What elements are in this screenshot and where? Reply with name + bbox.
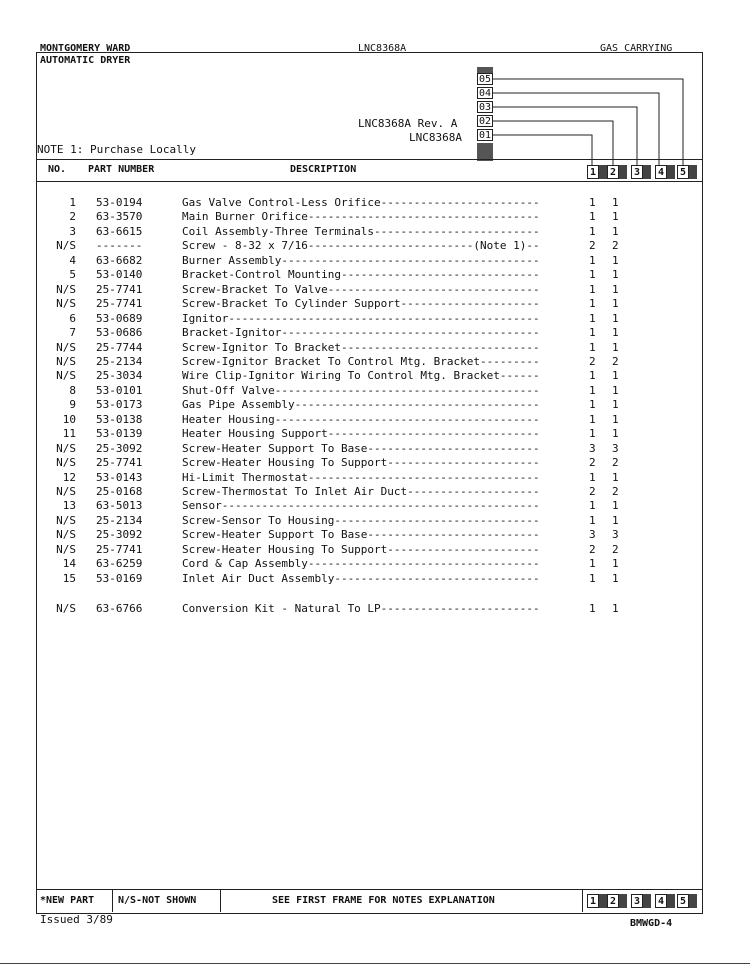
column-header-part-number: PART NUMBER [88,164,155,175]
quantity-col-1: 1 [589,383,596,397]
revision-base-label: LNC8368A [409,131,462,144]
part-number: 63-3570 [96,210,143,224]
part-number: 53-0139 [96,427,143,441]
part-number: 63-6682 [96,253,143,267]
quantity-col-1: 2 [589,542,596,556]
footer-column-number-5: 5 [677,894,689,908]
part-description: Inlet Air Duct Assembly------------------------------- [182,571,540,585]
issued-date: Issued 3/89 [40,913,113,926]
column-shade [643,894,651,908]
footer-column-number-1: 1 [587,894,599,908]
footer-new-part: *NEW PART [40,895,95,906]
quantity-col-2: 1 [612,210,619,224]
quantity-col-1: 1 [589,311,596,325]
part-description: Screw-Thermostat To Inlet Air Duct-------------------- [182,485,540,498]
part-description: Gas Valve Control-Less Orifice------------------------ [182,196,540,209]
quantity-col-2: 1 [612,383,619,397]
part-number: 25-7741 [96,456,143,470]
quantity-col-1: 3 [589,441,596,455]
revision-slot-01: 01 [479,130,492,141]
quantity-col-1: 1 [589,340,596,354]
item-number: N/S [56,282,76,296]
part-description: Screw-Heater Support To Base-------------------------- [182,528,540,542]
quantity-col-2: 1 [612,282,619,296]
item-number: 6 [69,311,76,325]
item-number: N/S [56,369,76,383]
column-header-description: DESCRIPTION [290,164,357,175]
quantity-col-2: 1 [612,369,619,383]
column-shade [689,894,697,908]
footer-divider [582,889,583,912]
item-number: N/S [56,513,76,527]
part-description: Screw-Ignitor To Bracket------------------------------ [182,340,540,354]
item-number: 7 [69,326,76,340]
column-number-3: 3 [631,165,643,179]
part-description: Heater Housing---------------------------------------- [182,412,540,426]
item-number: N/S [56,354,76,368]
quantity-col-1: 2 [589,456,596,470]
quantity-col-2: 1 [612,196,619,209]
column-number-4: 4 [655,165,667,179]
part-number: 63-6766 [96,602,143,615]
quantity-col-1: 1 [589,557,596,571]
part-description: Heater Housing Support-------------------------------- [182,427,540,441]
column-header-top-rule [36,159,702,160]
column-header-no: NO. [48,164,67,175]
part-description: Sensor------------------------------------------------ [182,499,540,513]
part-number: 25-3092 [96,441,143,455]
part-description: Screw-Sensor To Housing------------------------------- [182,513,540,527]
quantity-col-2: 1 [612,253,619,267]
item-number: 15 [62,571,76,585]
part-description: Cord & Cap Assembly----------------------------------- [182,557,540,571]
item-number: 2 [69,210,76,224]
quantity-col-1: 2 [589,485,596,498]
part-number: 25-2134 [96,354,143,368]
table-row [40,602,619,616]
column-number-2: 2 [607,165,619,179]
part-description: Screw-Bracket To Cylinder Support--------------------- [182,297,540,311]
quantity-col-1: 1 [589,513,596,527]
quantity-col-1: 1 [589,427,596,441]
footer-notes-explanation: SEE FIRST FRAME FOR NOTES EXPLANATION [272,895,495,906]
revision-slot-03: 03 [479,102,492,113]
part-description: Wire Clip-Ignitor Wiring To Control Mtg. Bracket------ [182,369,540,383]
footer-divider [220,889,221,912]
part-number: 25-7741 [96,282,143,296]
revision-slot-02: 02 [479,116,492,127]
quantity-col-2: 1 [612,412,619,426]
quantity-col-1: 1 [589,196,596,209]
revision-slot-05: 05 [479,74,492,85]
part-number: 25-0168 [96,485,143,498]
section-title: GAS CARRYING [600,43,673,54]
quantity-col-1: 2 [589,239,596,253]
column-number-1: 1 [587,165,599,179]
quantity-col-1: 2 [589,354,596,368]
part-description: Screw - 8-32 x 7/16-------------------------(Note 1)-- [182,239,540,253]
part-number: 25-2134 [96,513,143,527]
item-number: N/S [56,441,76,455]
quantity-col-2: 1 [612,427,619,441]
part-number: 25-3092 [96,528,143,542]
item-number: N/S [56,485,76,498]
part-description: Ignitor----------------------------------------------- [182,311,540,325]
item-number: 5 [69,268,76,282]
part-number: 53-0169 [96,571,143,585]
page-bottom-rule [0,963,750,964]
quantity-col-2: 1 [612,297,619,311]
part-number: 63-5013 [96,499,143,513]
quantity-col-1: 1 [589,268,596,282]
part-description: Screw-Heater Support To Base-------------------------- [182,441,540,455]
item-number: 10 [62,412,76,426]
footer-top-rule [36,889,702,890]
footer-column-number-4: 4 [655,894,667,908]
item-number: 4 [69,253,76,267]
revision-a-label: LNC8368A Rev. A [358,117,458,130]
quantity-col-2: 3 [612,441,619,455]
item-number: 8 [69,383,76,397]
column-shade [667,165,675,179]
item-number: 13 [62,499,76,513]
quantity-col-2: 2 [612,239,619,253]
quantity-col-1: 3 [589,528,596,542]
part-description: Bracket-Control Mounting------------------------------ [182,268,540,282]
quantity-col-1: 1 [589,412,596,426]
item-number: 1 [69,196,76,209]
column-number-5: 5 [677,165,689,179]
part-number: 53-0194 [96,196,143,209]
item-number: N/S [56,456,76,470]
part-number: 53-0173 [96,398,143,412]
footer-column-number-3: 3 [631,894,643,908]
manufacturer-name: MONTGOMERY WARD [40,43,131,54]
part-description: Screw-Heater Housing To Support----------------------- [182,542,540,556]
column-shade [619,165,627,179]
part-description: Hi-Limit Thermostat----------------------------------- [182,470,540,484]
footer-column-number-2: 2 [607,894,619,908]
quantity-col-2: 1 [612,470,619,484]
quantity-col-1: 1 [589,369,596,383]
footer-not-shown: N/S-NOT SHOWN [118,895,197,906]
quantity-col-1: 1 [589,224,596,238]
quantity-col-2: 1 [612,398,619,412]
part-number: 25-3034 [96,369,143,383]
part-number: 53-0689 [96,311,143,325]
item-number: N/S [56,297,76,311]
part-number: 53-0686 [96,326,143,340]
part-description: Main Burner Orifice----------------------------------- [182,210,540,224]
item-number: N/S [56,542,76,556]
part-number: 53-0143 [96,470,143,484]
revision-slot-04: 04 [479,88,492,99]
quantity-col-1: 1 [589,499,596,513]
column-shade [689,165,697,179]
model-number: LNC8368A [358,43,407,54]
part-number: 53-0138 [96,412,143,426]
item-number: N/S [56,602,76,615]
part-description: Screw-Ignitor Bracket To Control Mtg. Bracket--------- [182,354,540,368]
part-number: 63-6259 [96,557,143,571]
quantity-col-2: 1 [612,340,619,354]
item-number: 14 [62,557,76,571]
item-number: 12 [62,470,76,484]
quantity-col-2: 1 [612,311,619,325]
quantity-col-2: 2 [612,485,619,498]
quantity-col-2: 2 [612,456,619,470]
footer-divider [112,889,113,912]
item-number: N/S [56,340,76,354]
quantity-col-1: 1 [589,282,596,296]
quantity-col-1: 1 [589,571,596,585]
product-title: AUTOMATIC DRYER [40,55,131,66]
quantity-col-2: 2 [612,542,619,556]
column-shade [667,894,675,908]
column-shade [643,165,651,179]
part-description: Coil Assembly-Three Terminals------------------------- [182,224,540,238]
quantity-col-1: 1 [589,210,596,224]
quantity-col-2: 2 [612,354,619,368]
quantity-col-2: 1 [612,224,619,238]
quantity-col-2: 1 [612,499,619,513]
part-number: ------- [96,239,143,253]
column-shade [619,894,627,908]
item-number: N/S [56,239,76,253]
part-number: 63-6615 [96,224,143,238]
item-number: N/S [56,528,76,542]
quantity-col-1: 1 [589,297,596,311]
quantity-col-1: 1 [589,470,596,484]
quantity-col-2: 1 [612,602,619,615]
item-number: 11 [62,427,76,441]
quantity-col-1: 1 [589,602,596,615]
part-description: Bracket-Ignitor--------------------------------------- [182,326,540,340]
quantity-col-2: 1 [612,268,619,282]
part-number: 25-7741 [96,297,143,311]
part-description: Burner Assembly--------------------------------------- [182,253,540,267]
quantity-col-1: 1 [589,326,596,340]
part-description: Screw-Bracket To Valve-------------------------------- [182,282,540,296]
quantity-col-2: 1 [612,326,619,340]
quantity-col-2: 1 [612,513,619,527]
part-number: 25-7741 [96,542,143,556]
quantity-col-1: 1 [589,398,596,412]
part-number: 25-7744 [96,340,143,354]
note-1: NOTE 1: Purchase Locally [37,143,196,156]
part-description: Shut-Off Valve---------------------------------------- [182,383,540,397]
quantity-col-2: 3 [612,528,619,542]
part-number: 53-0101 [96,383,143,397]
column-shade [599,894,607,908]
quantity-col-2: 1 [612,557,619,571]
item-number: 3 [69,224,76,238]
item-number: 9 [69,398,76,412]
part-description: Screw-Heater Housing To Support----------------------- [182,456,540,470]
column-shade [599,165,607,179]
part-description: Conversion Kit - Natural To LP------------------------ [182,602,540,615]
page-code: BMWGD-4 [630,918,673,929]
part-description: Gas Pipe Assembly------------------------------------- [182,398,540,412]
quantity-col-2: 1 [612,571,619,585]
part-number: 53-0140 [96,268,143,282]
quantity-col-1: 1 [589,253,596,267]
column-header-bottom-rule [36,181,702,182]
